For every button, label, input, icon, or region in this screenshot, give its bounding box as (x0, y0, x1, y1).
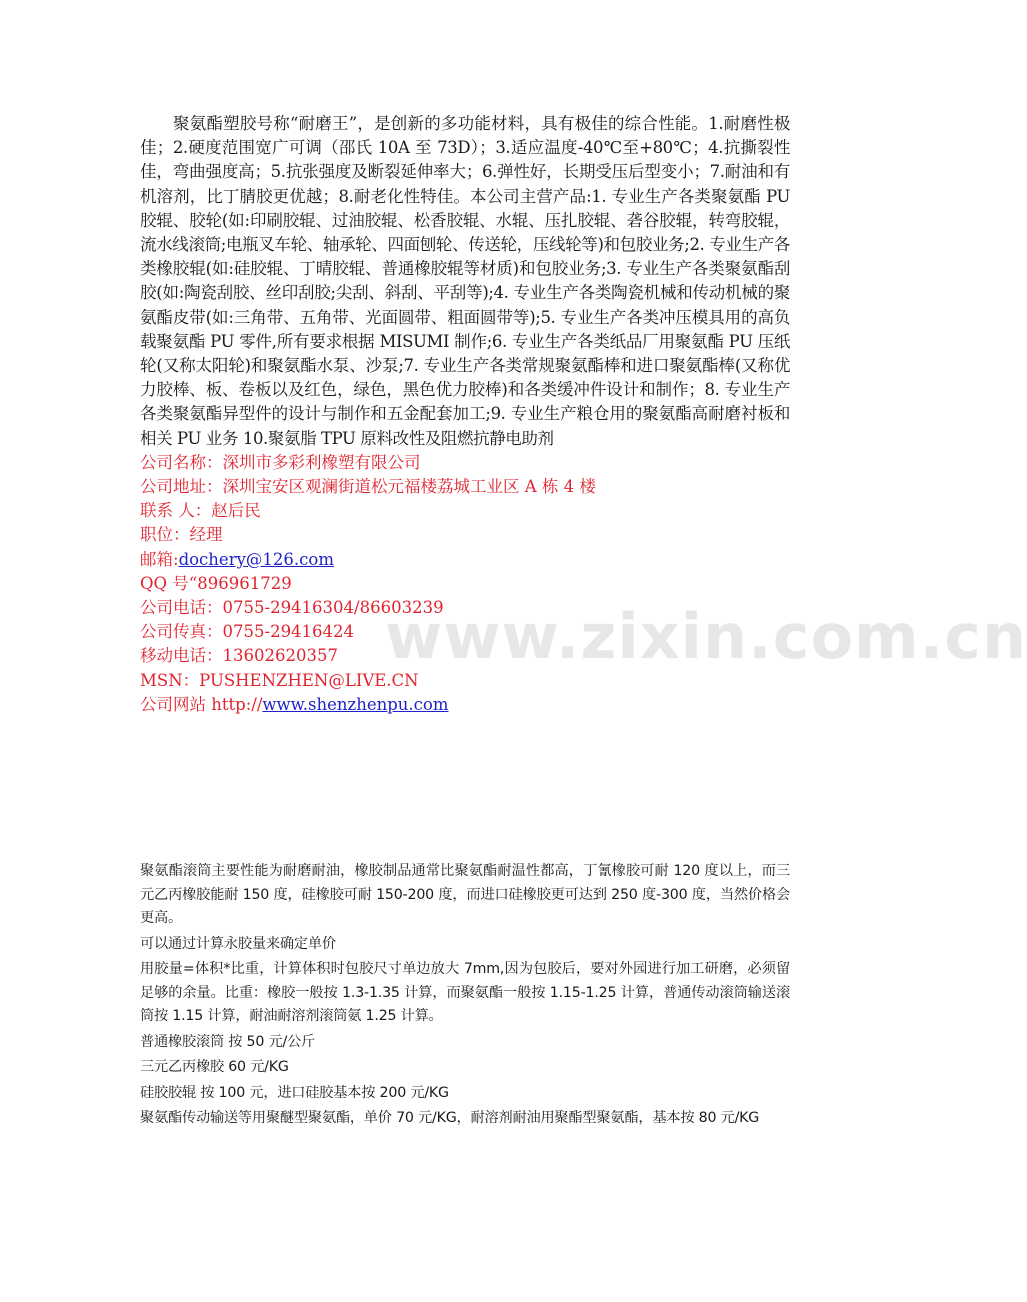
contact-block (140, 451, 790, 717)
company-name: 公司名称：深圳市多彩利橡塑有限公司 (140, 452, 421, 472)
notes-paragraph-3: 用胶量=体积*比重，计算体积时包胶尺寸单边放大 7mm,因为包胶后，要对外园进行加工研磨，必须留足够的余量。比重：橡胶一般按 1.3-1.35 计算，而聚氨酯一般按 1.15-1.25 计算，普通传动滚筒输送滚筒按 1.15 计算，耐油耐溶剂滚筒氨 1.25 计算。 (140, 961, 790, 1024)
notes-paragraph-6: 硅胶胶辊 按 100 元，进口硅胶基本按 200 元/KG (140, 1084, 449, 1101)
notes-paragraph-2: 可以通过计算永胶量来确定单价 (140, 935, 336, 952)
qq-number: QQ 号“896961729 (140, 573, 292, 593)
website-link[interactable]: www.shenzhenpu.com (262, 694, 449, 714)
email-link[interactable]: dochery@126.com (178, 549, 334, 569)
notes-paragraph-7: 聚氨酯传动输送等用聚醚型聚氨酯，单价 70 元/KG，耐溶剂耐油用聚酯型聚氨酯，基本按 80 元/KG (140, 1110, 760, 1126)
email-row (140, 548, 790, 572)
company-address: 公司地址：深圳宝安区观澜街道松元福楼荔城工业区 A 栋 4 楼 (140, 477, 596, 497)
contact-position: 职位：经理 (140, 525, 223, 545)
intro-paragraph: 聚氨酯塑胶号称“耐磨王”，是创新的多功能材料，具有极佳的综合性能。1.耐磨性极佳；2.硬度范围宽广可调（邵氏 10A 至 73D）；3.适应温度-40℃至+80℃；4.抗撕裂性佳，弯曲强度高；5.抗张强度及断裂延伸率大；6.弹性好，长期受压后型变小；7.耐油和有机溶剂，比丁腈胶更优越；8.耐老化性特佳。本公司主营产品:1. 专业生产各类聚氨酯 PU 胶辊、胶轮(如:印刷胶辊、过油胶辊、松香胶辊、水辊、压扎胶辊、砻谷胶辊，转弯胶辊，流水线滚筒;电瓶叉车轮、轴承轮、四面刨轮、传送轮，压线轮等)和包胶业务;2. 专业生产各类橡胶辊(如:硅胶辊、丁晴胶辊、普通橡胶辊等材质)和包胶业务;3. 专业生产各类聚氨酯刮胶(如:陶瓷刮胶、丝印刮胶;尖刮、斜刮、平刮等);4. 专业生产各类陶瓷机械和传动机械的聚氨酯皮带(如:三角带、五角带、光面圆带、粗面圆带等);5. 专业生产各类冲压模具用的高负载聚氨酯 PU 零件,所有要求根据 MISUMI 制作;6. 专业生产各类纸品厂用聚氨酯 PU 压纸轮(又称太阳轮)和聚氨酯水泵、沙泵;7. 专业生产各类常规聚氨酯棒和进口聚氨酯棒(又称优力胶棒、板、卷板以及红色，绿色，黑色优力胶棒)和各类缓冲件设计和制作；8. 专业生产各类聚氨酯异型件的设计与制作和五金配套加工;9. 专业生产粮仓用的聚氨酯高耐磨衬板和相关 PU 业务 10.聚氨脂 TPU 原料改性及阻燃抗静电助剂 (140, 114, 790, 448)
notes-paragraph-4: 普通橡胶滚筒 按 50 元/公斤 (140, 1033, 316, 1050)
mobile-phone: 移动电话：13602620357 (140, 646, 338, 666)
watermark-text: www.zixin.com.cn (385, 600, 1027, 673)
notes-paragraph-1: 聚氨酯滚筒主要性能为耐磨耐油，橡胶制品通常比聚氨酯耐温性都高，丁氰橡胶可耐 120 度以上，而三元乙丙橡胶能耐 150 度，硅橡胶可耐 150-200 度，而进口硅橡胶更可达到 250 度-300 度，当然价格会更高。 (140, 863, 790, 926)
pricing-notes (140, 860, 790, 1133)
msn-account: MSN：PUSHENZHEN@LIVE.CN (140, 670, 419, 690)
website-label: 公司网站 http:// (140, 694, 263, 714)
company-phone: 公司电话：0755-29416304/86603239 (140, 598, 444, 618)
company-fax: 公司传真：0755-29416424 (140, 622, 355, 642)
document-body (140, 112, 790, 717)
contact-person: 联系 人：赵后民 (140, 501, 261, 521)
email-label: 邮箱: (140, 549, 179, 569)
notes-paragraph-5: 三元乙丙橡胶 60 元/KG (140, 1059, 289, 1075)
website-row (140, 693, 790, 717)
